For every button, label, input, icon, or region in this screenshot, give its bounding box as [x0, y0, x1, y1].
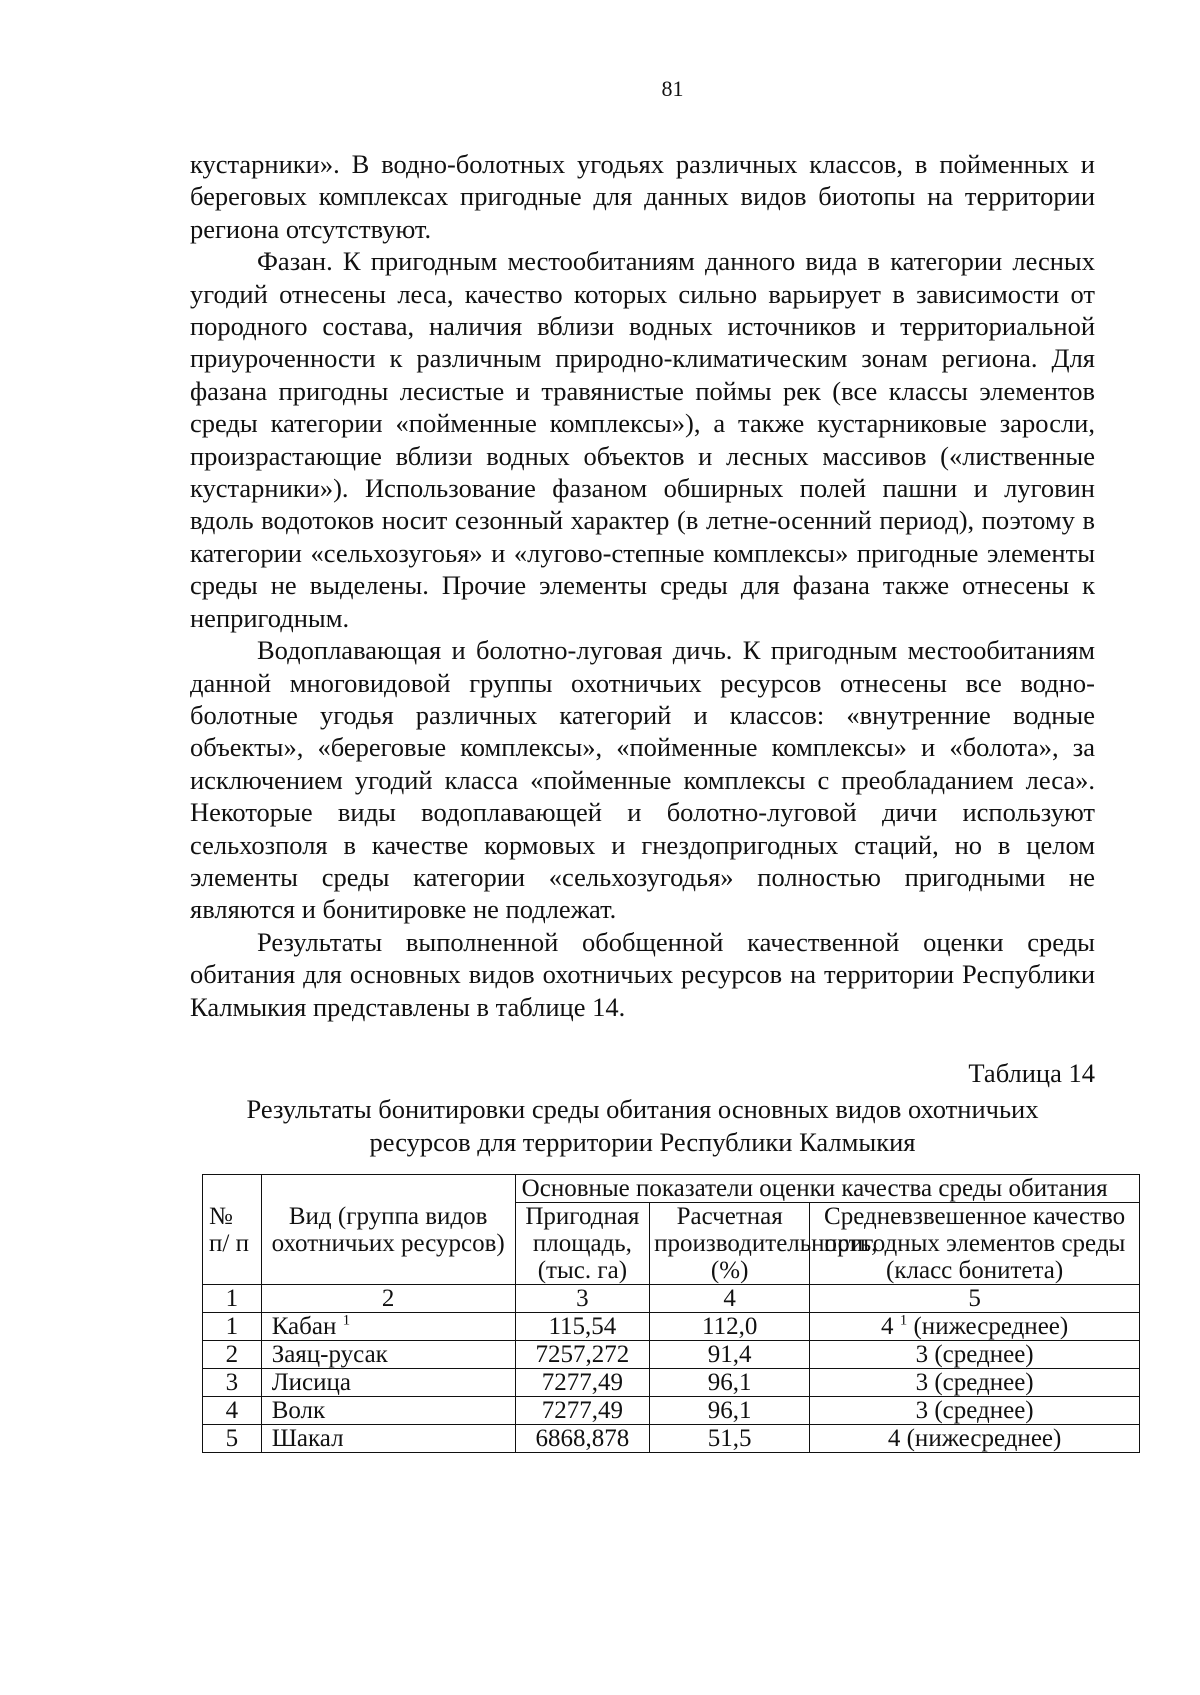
quality-cell [810, 1313, 1140, 1341]
quality-class: 4 [880, 1313, 894, 1340]
species-name: Кабан [271, 1313, 337, 1340]
table-title-line-2: ресурсов для территории Республики Калмыкия [369, 1127, 916, 1157]
species-name: Заяц-русак [271, 1341, 388, 1368]
quality-class: 3 [915, 1397, 929, 1424]
species-name: Лисица [271, 1369, 351, 1396]
table-row [203, 1341, 1140, 1369]
area-cell: 7277,49 [515, 1369, 649, 1397]
quality-cell [810, 1425, 1140, 1453]
species-cell [261, 1341, 515, 1369]
productivity-cell: 96,1 [650, 1397, 810, 1425]
row-number: 5 [203, 1425, 262, 1453]
species-cell [261, 1313, 515, 1341]
table-header-row-1 [203, 1175, 1140, 1203]
species-cell [261, 1397, 515, 1425]
quality-cell [810, 1397, 1140, 1425]
quality-class: 3 [915, 1341, 929, 1368]
header-species: Вид (группа видов охотничьих ресурсов) [261, 1175, 515, 1285]
column-number: 2 [261, 1285, 515, 1313]
row-number: 2 [203, 1341, 262, 1369]
area-cell: 115,54 [515, 1313, 649, 1341]
productivity-cell: 91,4 [650, 1341, 810, 1369]
paragraph-1: кустарники». В водно-болотных угодьях различных классов, в пойменных и береговых комплексах пригодные для данных видов биотопы на территории региона отсутствуют. [190, 149, 1095, 244]
header-main-group: Основные показатели оценки качества среды обитания [515, 1175, 1139, 1203]
quality-text: (нижесреднее) [913, 1313, 1069, 1340]
area-cell: 7257,272 [515, 1341, 649, 1369]
paragraph-2: Фазан. К пригодным местообитаниям данного вида в категории лесных угодий отнесены леса, качество которых сильно варьирует в зависимости от породного состава, наличия вблизи водных источников и территориальной приуроченности к различным природно-климатическим зонам региона. Для фазана пригодны лесистые и травянистые поймы рек (все классы элементов среды категории «пойменные комплексы»), а также кустарниковые заросли, произрастающие вблизи водных объектов и лесных массивов («лиственные кустарники»). Использование фазаном обширных полей пашни и луговин вдоль водотоков носит сезонный характер (в летне-осенний период), поэтому в категории «сельхозугоья» и «лугово-степные комплексы» пригодные элементы среды не выделены. Прочие элементы среды для фазана также отнесены к непригодным. [190, 246, 1095, 633]
paragraph-3: Водоплавающая и болотно-луговая дичь. К пригодным местообитаниям данной многовидовой группы охотничьих ресурсов отнесены все водно-болотные угодья различных категорий и классов: «внутренние водные объекты», «береговые комплексы», «пойменные комплексы» и «болота», за исключением угодий класса «пойменные комплексы с преобладанием леса». Некоторые виды водоплавающей и болотно-луговой дичи используют сельхозполя в качестве кормовых и гнездопригодных стаций, но в целом элементы среды категории «сельхозугодья» полностью пригодными не являются и бонитировке не подлежат. [190, 635, 1095, 925]
header-quality: Средневзвешенное качество пригодных элементов среды (класс бонитета) [810, 1203, 1140, 1285]
table-title [190, 1093, 1095, 1159]
productivity-cell: 112,0 [650, 1313, 810, 1341]
column-number: 4 [650, 1285, 810, 1313]
quality-cell [810, 1369, 1140, 1397]
table-row [203, 1313, 1140, 1341]
row-number: 3 [203, 1369, 262, 1397]
header-area: Пригодная площадь, (тыс. га) [515, 1203, 649, 1285]
quality-cell [810, 1341, 1140, 1369]
footnote-mark: 1 [899, 1312, 908, 1329]
column-number-row [203, 1285, 1140, 1313]
row-number: 4 [203, 1397, 262, 1425]
body-text [190, 148, 1095, 1023]
header-num: № п/ п [203, 1175, 262, 1285]
column-number: 5 [810, 1285, 1140, 1313]
footnote-mark: 1 [342, 1312, 351, 1329]
area-cell: 6868,878 [515, 1425, 649, 1453]
quality-text: (среднее) [934, 1397, 1034, 1424]
row-number: 1 [203, 1313, 262, 1341]
quality-text: (среднее) [934, 1369, 1034, 1396]
page-number: 81 [661, 76, 684, 101]
quality-text: (среднее) [934, 1341, 1034, 1368]
column-number: 3 [515, 1285, 649, 1313]
column-number: 1 [203, 1285, 262, 1313]
table-number: Таблица 14 [968, 1058, 1095, 1088]
paragraph-4: Результаты выполненной обобщенной качественной оценки среды обитания для основных видов охотничьих ресурсов на территории Республики Калмыкия представлены в таблице 14. [190, 926, 1095, 1022]
bonitet-table [202, 1174, 1140, 1453]
quality-class: 4 [887, 1425, 901, 1452]
quality-text: (нижесреднее) [906, 1425, 1062, 1452]
area-cell: 7277,49 [515, 1397, 649, 1425]
species-name: Шакал [271, 1425, 344, 1452]
table-row [203, 1425, 1140, 1453]
productivity-cell: 51,5 [650, 1425, 810, 1453]
header-productivity: Расчетная производительность, (%) [650, 1203, 810, 1285]
quality-class: 3 [915, 1369, 929, 1396]
productivity-cell: 96,1 [650, 1369, 810, 1397]
table-title-line-1: Результаты бонитировки среды обитания основных видов охотничьих [246, 1094, 1039, 1124]
table-row [203, 1369, 1140, 1397]
species-cell [261, 1425, 515, 1453]
species-cell [261, 1369, 515, 1397]
table-row [203, 1397, 1140, 1425]
species-name: Волк [271, 1397, 326, 1424]
